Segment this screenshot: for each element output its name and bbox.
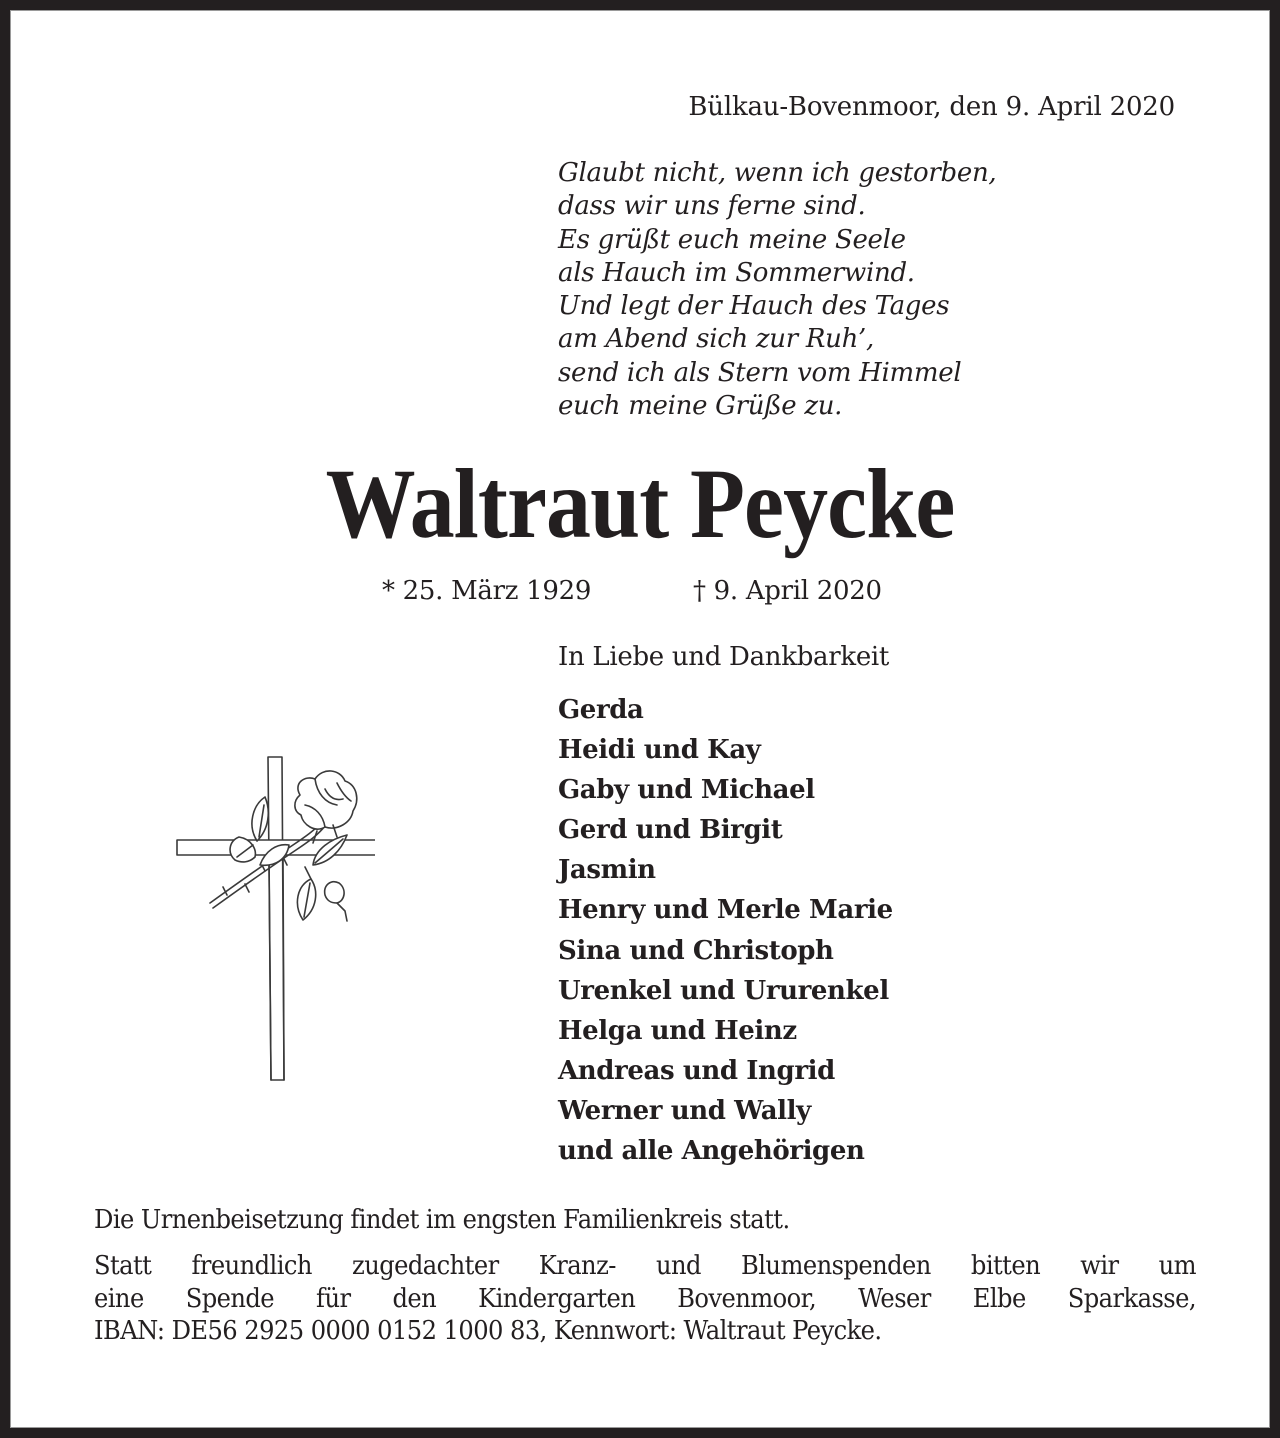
dedication-line: In Liebe und Dankbarkeit: [558, 642, 890, 672]
mourner: Gaby und Michael: [558, 775, 815, 806]
poem-line: Glaubt nicht, wenn ich gestorben,: [558, 158, 997, 188]
mourner: Werner und Wally: [558, 1095, 811, 1126]
poem-line: Und legt der Hauch des Tages: [558, 291, 950, 322]
mourner: Helga und Heinz: [558, 1015, 797, 1046]
mourner: Henry und Merle Marie: [558, 895, 893, 926]
obituary-notice: [10, 10, 1270, 1428]
mourner: und alle Angehörigen: [558, 1136, 865, 1167]
burial-note: Die Urnenbeisetzung findet im engsten Familienkreis statt.: [94, 1205, 790, 1235]
poem-line: als Hauch im Sommerwind.: [558, 257, 915, 288]
poem-line: send ich als Stern vom Himmel: [558, 357, 962, 388]
mourner: Andreas und Ingrid: [558, 1055, 835, 1086]
donation-note: [94, 1250, 1196, 1348]
death-date: † 9. April 2020: [693, 576, 882, 606]
mourner: Gerd und Birgit: [558, 815, 783, 846]
mourner: Sina und Christoph: [558, 935, 834, 966]
poem: [558, 157, 996, 423]
birth-date: * 25. März 1929: [382, 576, 592, 606]
poem-line: dass wir uns ferne sind.: [558, 191, 866, 222]
donation-line: eine Spende für den Kindergarten Bovenmoor, Weser Elbe Sparkasse,: [94, 1283, 1197, 1314]
mourner: Jasmin: [558, 855, 656, 886]
poem-line: Es grüßt euch meine Seele: [558, 224, 906, 255]
donation-line: Statt freundlich zugedachter Kranz- und Blumenspenden bitten wir um: [94, 1251, 1197, 1281]
donation-line: IBAN: DE56 2925 0000 0152 1000 83, Kennwort: Waltraut Peycke.: [94, 1316, 882, 1346]
mourner: Gerda: [558, 695, 644, 725]
poem-line: euch meine Grüße zu.: [558, 391, 843, 422]
mourner: Heidi und Kay: [558, 735, 761, 766]
mourners-list: [558, 690, 893, 1171]
dateline: Bülkau-Bovenmoor, den 9. April 2020: [688, 92, 1175, 122]
deceased-name: Waltraut Peycke: [325, 448, 955, 559]
poem-line: am Abend sich zur Ruh’,: [558, 324, 874, 355]
cross-with-rose-icon: [165, 745, 375, 1085]
mourner: Urenkel und Ururenkel: [558, 975, 889, 1006]
